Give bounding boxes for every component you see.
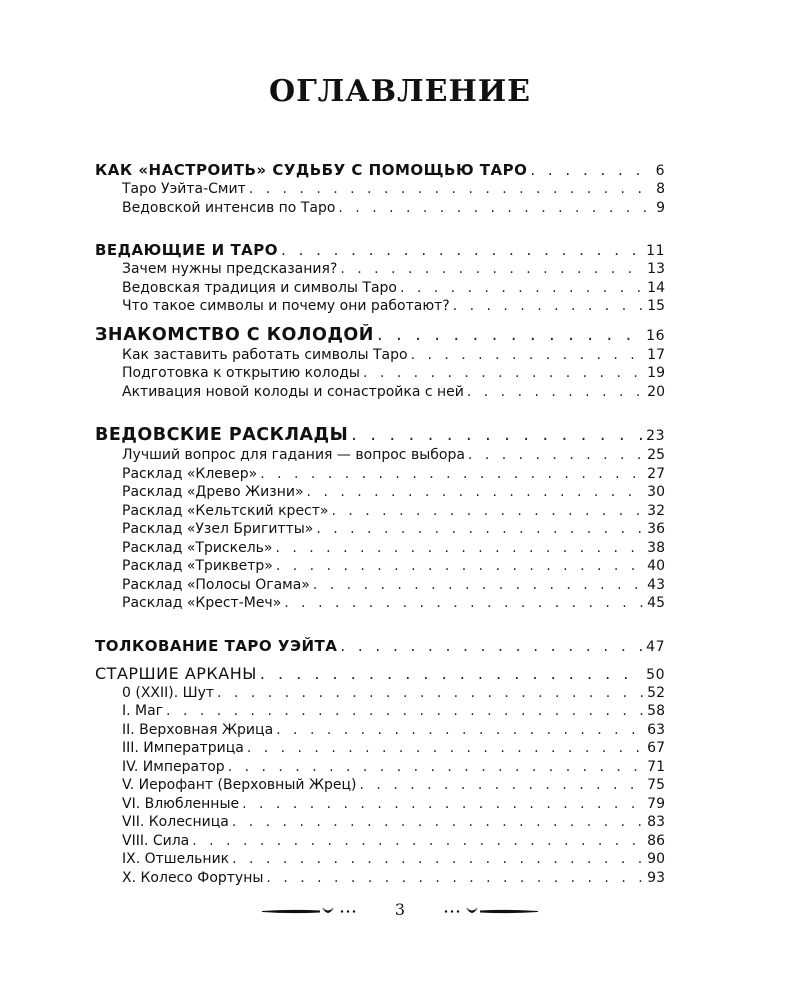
toc-page-number: 93 [647, 869, 665, 886]
toc-page-number: 13 [647, 261, 665, 277]
dot-leader [232, 850, 644, 869]
toc-entry-label: Подготовка к открытию колоды [122, 365, 360, 381]
toc-entry-label: Ведовской интенсив по Таро [122, 199, 336, 216]
toc-entry-label: V. Иерофант (Верховный Жрец) [122, 777, 357, 793]
toc-entry[interactable] [95, 739, 665, 758]
toc-entry[interactable] [95, 199, 665, 218]
dot-leader [275, 539, 644, 558]
toc-page-number: 19 [647, 365, 665, 381]
ornament-left-icon [262, 902, 370, 922]
page-number: 3 [394, 900, 406, 919]
toc-entry[interactable] [95, 557, 665, 576]
toc-entry[interactable] [95, 383, 665, 402]
toc-entry[interactable] [95, 795, 665, 814]
toc-section-heading[interactable] [95, 424, 665, 446]
spacer [95, 316, 665, 324]
toc-section-label: ТОЛКОВАНИЕ ТАРО УЭЙТА [95, 636, 338, 655]
toc-entry-label: Расклад «Крест-Меч» [122, 595, 282, 611]
dot-leader [530, 160, 652, 180]
dot-leader [363, 364, 644, 383]
spacer [95, 401, 665, 424]
toc-section-heading[interactable] [95, 664, 665, 684]
toc-page-number: 58 [647, 703, 665, 719]
toc-entry[interactable] [95, 539, 665, 558]
spacer [95, 656, 665, 664]
toc-entry-label: Расклад «Древо Жизни» [122, 484, 304, 500]
toc-page-number: 30 [647, 484, 665, 500]
toc-page-number: 15 [647, 298, 665, 314]
toc-entry[interactable] [95, 446, 665, 465]
toc-entry[interactable] [95, 684, 665, 703]
toc-page-number: 52 [647, 684, 665, 701]
toc-page-number: 38 [647, 539, 665, 556]
toc-page-number: 86 [647, 832, 665, 849]
toc-page-number: 6 [655, 163, 665, 179]
toc-page-number: 8 [656, 181, 665, 197]
toc-entry[interactable] [95, 346, 665, 365]
toc-entry-label: X. Колесо Фортуны [122, 869, 264, 886]
toc-entry-label: Расклад «Полосы Огама» [122, 576, 310, 593]
toc-page-number: 79 [647, 795, 665, 812]
toc-entry-label: Расклад «Трикветр» [122, 558, 273, 574]
toc-entry[interactable] [95, 813, 665, 832]
toc-entry-label: Расклад «Трискель» [122, 539, 273, 556]
dot-leader [400, 279, 644, 298]
table-of-contents [95, 160, 665, 887]
dot-leader [468, 446, 644, 465]
toc-entry[interactable] [95, 279, 665, 298]
page-footer [0, 900, 800, 924]
toc-section-heading[interactable] [95, 324, 665, 346]
toc-entry-label: Ведовская традиция и символы Таро [122, 279, 397, 296]
toc-entry-label: Расклад «Клевер» [122, 465, 258, 482]
toc-entry[interactable] [95, 483, 665, 502]
dot-leader [453, 297, 644, 316]
dot-leader [360, 776, 645, 795]
toc-page-number: 36 [647, 521, 665, 537]
dot-leader [340, 636, 643, 656]
toc-section-heading[interactable] [95, 160, 665, 180]
toc-entry[interactable] [95, 721, 665, 740]
toc-page-number: 23 [646, 428, 665, 444]
dot-leader [217, 684, 644, 703]
dot-leader [281, 240, 643, 260]
toc-entry[interactable] [95, 465, 665, 484]
ornament-right-icon [430, 902, 538, 922]
dot-leader [338, 199, 653, 218]
toc-entry-label: VII. Колесница [122, 814, 229, 830]
spacer [95, 217, 665, 240]
toc-entry[interactable] [95, 869, 665, 888]
toc-page-number: 40 [647, 558, 665, 574]
toc-entry-label: Как заставить работать символы Таро [122, 346, 408, 363]
toc-entry-label: VI. Влюбленные [122, 795, 240, 812]
toc-page-number: 75 [647, 777, 665, 793]
toc-page-number: 67 [647, 740, 665, 756]
spacer [95, 613, 665, 636]
toc-entry[interactable] [95, 260, 665, 279]
dot-leader [260, 465, 644, 484]
toc-section-label: ВЕДАЮЩИЕ И ТАРО [95, 241, 279, 259]
toc-entry-label: II. Верховная Жрица [122, 721, 274, 738]
dot-leader [276, 721, 644, 740]
toc-page-number: 17 [647, 346, 665, 363]
toc-entry[interactable] [95, 776, 665, 795]
toc-page-number: 90 [647, 851, 665, 867]
toc-entry-label: Лучший вопрос для гадания — вопрос выбора [122, 447, 465, 463]
toc-page-number: 16 [646, 327, 665, 344]
dot-leader [411, 346, 645, 365]
toc-entry-label: Таро Уэйта-Смит [122, 181, 246, 197]
toc-section-label: КАК «НАСТРОИТЬ» СУДЬБУ С ПОМОЩЬЮ ТАРО [95, 161, 528, 179]
dot-leader [266, 869, 644, 888]
dot-leader [166, 702, 644, 721]
toc-page-number: 25 [647, 447, 665, 463]
dot-leader [307, 483, 645, 502]
toc-entry[interactable] [95, 832, 665, 851]
toc-page-number: 45 [647, 595, 665, 611]
toc-entry-label: Расклад «Узел Бригитты» [122, 521, 314, 537]
toc-section-label: ЗНАКОМСТВО С КОЛОДОЙ [95, 324, 374, 345]
page-title: ОГЛАВЛЕНИЕ [268, 74, 532, 109]
toc-entry-label: IV. Император [122, 758, 225, 775]
toc-entry-label: 0 (XXII). Шут [122, 684, 215, 701]
dot-leader [260, 664, 643, 684]
dot-leader [331, 502, 644, 521]
toc-entry[interactable] [95, 364, 665, 383]
dot-leader [340, 260, 644, 279]
toc-entry[interactable] [95, 850, 665, 869]
toc-page-number: 50 [646, 666, 665, 683]
toc-entry[interactable] [95, 594, 665, 613]
toc-section-label: ВЕДОВСКИЕ РАСКЛАДЫ [95, 425, 349, 445]
dot-leader [313, 576, 644, 595]
toc-entry[interactable] [95, 520, 665, 539]
toc-entry-label: Зачем нужны предсказания? [122, 261, 338, 277]
toc-page-number: 14 [647, 279, 665, 296]
toc-entry-label: I. Маг [122, 703, 164, 719]
toc-entry[interactable] [95, 576, 665, 595]
toc-entry[interactable] [95, 180, 665, 199]
toc-page-number: 32 [647, 502, 665, 519]
dot-leader [284, 594, 644, 613]
toc-entry[interactable] [95, 758, 665, 777]
toc-page-number: 71 [647, 758, 665, 775]
dot-leader [249, 180, 653, 199]
toc-section-heading[interactable] [95, 636, 665, 656]
dot-leader [316, 520, 644, 539]
toc-section-heading[interactable] [95, 240, 665, 260]
toc-entry[interactable] [95, 297, 665, 316]
toc-page-number: 47 [646, 638, 665, 655]
toc-entry[interactable] [95, 702, 665, 721]
toc-entry-label: VIII. Сила [122, 832, 190, 849]
toc-page-number: 27 [647, 465, 665, 482]
dot-leader [351, 424, 643, 446]
toc-entry-label: Активация новой колоды и сонастройка с ней [122, 383, 464, 400]
toc-entry-label: III. Императрица [122, 740, 244, 756]
toc-page-number: 11 [646, 243, 665, 259]
toc-page-number: 83 [647, 814, 665, 830]
toc-entry-label: IX. Отшельник [122, 851, 230, 867]
dot-leader [467, 383, 644, 402]
toc-page-number: 9 [656, 199, 665, 216]
toc-entry-label: Расклад «Кельтский крест» [122, 502, 329, 519]
toc-section-label: СТАРШИЕ АРКАНЫ [95, 663, 257, 683]
dot-leader [247, 739, 644, 758]
dot-leader [232, 813, 644, 832]
dot-leader [192, 832, 644, 851]
dot-leader [242, 795, 644, 814]
toc-entry[interactable] [95, 502, 665, 521]
dot-leader [276, 557, 644, 576]
toc-page-number: 43 [647, 576, 665, 593]
dot-leader [228, 758, 644, 777]
dot-leader [377, 324, 643, 346]
toc-page-number: 20 [647, 383, 665, 400]
toc-page-number: 63 [647, 721, 665, 738]
toc-entry-label: Что такое символы и почему они работают? [122, 298, 450, 314]
